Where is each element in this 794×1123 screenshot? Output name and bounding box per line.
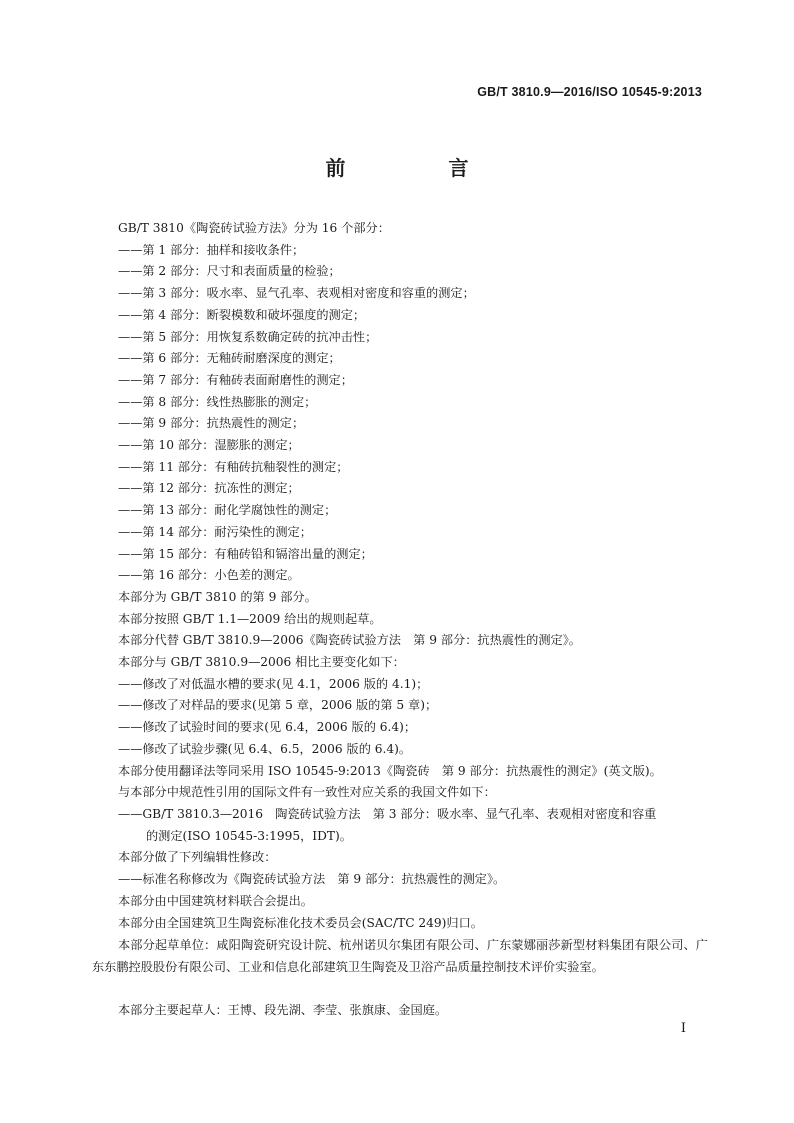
page-title: 前 言 bbox=[325, 156, 517, 180]
text-line: ——第 15 部分：有釉砖铅和镉溶出量的测定； bbox=[118, 546, 373, 561]
text-line: 本部分由中国建筑材料联合会提出。 bbox=[118, 893, 313, 908]
text-line: ——第 4 部分：断裂模数和破坏强度的测定； bbox=[118, 307, 366, 322]
page-number: I bbox=[680, 1021, 686, 1036]
text-line: 本部分使用翻译法等同采用 ISO 10545-9:2013《陶瓷砖 第 9 部分：抗热震性的测定》(英文版)。 bbox=[118, 763, 662, 778]
text-line: ——第 6 部分：无釉砖耐磨深度的测定； bbox=[118, 351, 341, 366]
text-line: ——第 9 部分：抗热震性的测定； bbox=[118, 416, 305, 431]
foreword-body bbox=[118, 218, 708, 934]
text-line: 本部分按照 GB/T 1.1—2009 给出的规则起草。 bbox=[118, 611, 382, 626]
text-line: ——第 14 部分：耐污染性的测定； bbox=[118, 524, 312, 539]
text-line: ——第 16 部分：小色差的测定。 bbox=[118, 568, 300, 583]
text-line: ——GB/T 3810.3—2016 陶瓷砖试验方法 第 3 部分：吸水率、显气孔率、表观相对密度和容重 bbox=[118, 806, 657, 821]
text-line: ——第 13 部分：耐化学腐蚀性的测定； bbox=[118, 503, 337, 518]
text-line: GB/T 3810《陶瓷砖试验方法》分为 16 个部分： bbox=[118, 221, 390, 235]
text-line: 本部分为 GB/T 3810 的第 9 部分。 bbox=[118, 589, 317, 604]
text-line: ——第 12 部分：抗冻性的测定； bbox=[118, 481, 300, 496]
text-line: ——第 8 部分：线性热膨胀的测定； bbox=[118, 394, 317, 409]
text-line: 与本部分中规范性引用的国际文件有一致性对应关系的我国文件如下： bbox=[118, 785, 496, 800]
text-line: 本部分代替 GB/T 3810.9—2006《陶瓷砖试验方法 第 9 部分：抗热震性的测定》。 bbox=[118, 633, 581, 648]
text-line: ——修改了对低温水槽的要求(见 4.1，2006 版的 4.1)； bbox=[118, 676, 429, 691]
text-line: ——第 5 部分：用恢复系数确定砖的抗冲击性； bbox=[118, 329, 378, 344]
text-line: ——修改了试验时间的要求(见 6.4，2006 版的 6.4)； bbox=[118, 720, 417, 735]
standard-code-header: GB/T 3810.9—2016/ISO 10545-9:2013 bbox=[477, 85, 702, 99]
text-line: ——第 11 部分：有釉砖抗釉裂性的测定； bbox=[118, 459, 349, 474]
text-line: 本部分与 GB/T 3810.9—2006 相比主要变化如下： bbox=[118, 655, 405, 670]
text-line: 的测定(ISO 10545-3:1995，IDT)。 bbox=[146, 828, 352, 843]
text-line: ——第 10 部分：湿膨胀的测定； bbox=[118, 438, 300, 453]
text-line: ——第 3 部分：吸水率、显气孔率、表观相对密度和容重的测定； bbox=[118, 286, 475, 301]
text-line: ——标准名称修改为《陶瓷砖试验方法 第 9 部分：抗热震性的测定》。 bbox=[118, 872, 506, 887]
text-line: ——第 2 部分：尺寸和表面质量的检验； bbox=[118, 264, 341, 279]
drafters-paragraph: 本部分主要起草人：王博、段先湖、李莹、张旗康、金国庭。 bbox=[118, 1003, 448, 1017]
text-line: 本部分由全国建筑卫生陶瓷标准化技术委员会(SAC/TC 249)归口。 bbox=[118, 915, 483, 930]
text-line: ——第 7 部分：有釉砖表面耐磨性的测定； bbox=[118, 372, 353, 387]
text-line: ——第 1 部分：抽样和接收条件； bbox=[118, 242, 305, 257]
text-line: ——修改了对样品的要求(见第 5 章，2006 版的第 5 章)； bbox=[118, 698, 438, 713]
text-line: 本部分做了下列编辑性修改： bbox=[118, 850, 277, 865]
drafting-units-paragraph: 本部分起草单位：咸阳陶瓷研究设计院、杭州诺贝尔集团有限公司、广东蒙娜丽莎新型材料集团有限公司、广东东鹏控股股份有限公司、工业和信息化部建筑卫生陶瓷及卫浴产品质量控制技术评价实验室。 bbox=[92, 938, 708, 974]
text-line: ——修改了试验步骤(见 6.4、6.5，2006 版的 6.4)。 bbox=[118, 741, 412, 756]
